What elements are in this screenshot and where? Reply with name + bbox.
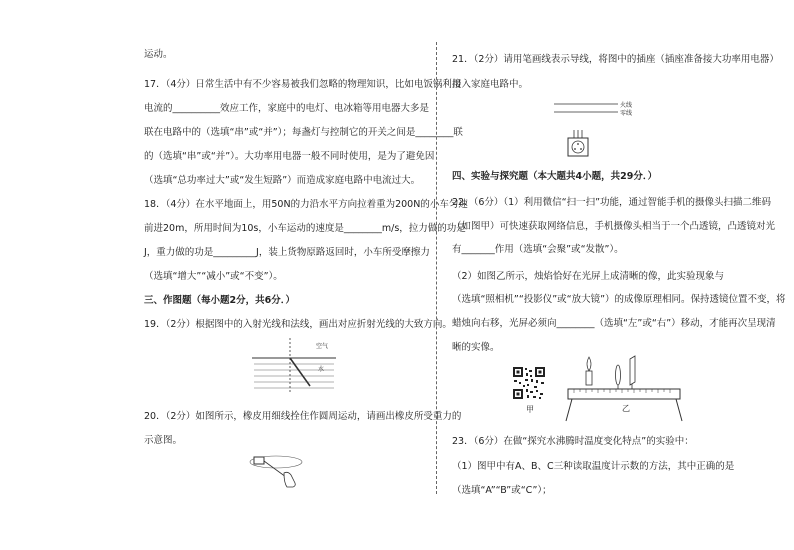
qr-code-figure <box>512 366 546 403</box>
socket-diagram <box>554 100 650 160</box>
question-19: 19．（2分）根据图中的入射光线和法线，画出对应折射光线的大致方向。 <box>144 319 452 330</box>
text-line: （选填“照相机”“投影仪”或“放大镜”）的成像原理相同。保持透镜位置不变，将 <box>452 294 786 305</box>
water-label: 水 <box>318 366 325 373</box>
text-line: （2）如图乙所示，烛焰恰好在光屏上成清晰的像，此实验现象与 <box>452 271 725 282</box>
eraser <box>254 457 264 464</box>
refraction-figure <box>252 336 336 397</box>
question-23: 23．（6分）在做“探究水沸腾时温度变化特点”的实验中： <box>452 436 694 447</box>
text-line: （选填“A”“B”或“C”）； <box>452 485 552 496</box>
candle-flame <box>587 357 591 371</box>
section-heading-4: 四、实验与探究题（本大题共4小题，共29分．） <box>452 171 658 182</box>
text-line: 有_______作用（选填“会聚”或“发散”）。 <box>452 244 624 255</box>
text-line: （如图甲）可快速获取网络信息，手机摄像头相当于一个凸透镜，凸透镜对光 <box>452 221 776 232</box>
light-screen <box>630 356 635 385</box>
hand <box>284 472 295 487</box>
question-18: 18．（4分）在水平地面上，用50N的力沿水平方向拉着重为200N的小车匀速 <box>144 199 468 210</box>
socket-figure <box>554 100 650 163</box>
candle <box>586 371 592 385</box>
text-line: （1）图甲中有A、B、C三种读取温度计示数的方法，其中正确的是 <box>452 461 735 472</box>
question-21: 21．（2分）请用笔画线表示导线，将图中的插座（插座准备接大功率用电器） <box>452 54 779 65</box>
fire-wire-label: 火线 <box>620 102 633 109</box>
text-line: 的（选填“串”或“并”）。大功率用电器一般不同时使用，是为了避免因 <box>144 151 435 162</box>
convex-lens <box>616 365 621 385</box>
air-label: 空气 <box>316 343 329 350</box>
text-line: 前进20m，所用时间为10s，小车运动的速度是________m/s，拉力做的功是 <box>144 223 466 234</box>
qr-code-image <box>512 366 546 400</box>
figure-yi-label: 乙 <box>622 404 630 413</box>
question-17: 17．（4分）日常生活中有不少容易被我们忽略的物理知识，比如电饭锅利用 <box>144 79 462 90</box>
section-heading-3: 三、作图题（每小题2分，共6分．） <box>144 295 295 306</box>
optical-bench <box>568 389 680 399</box>
text-line: 晰的实像。 <box>452 342 500 353</box>
optical-bench-figure <box>560 353 688 428</box>
text-line: （选填“总功率过大”或“发生短路”）而造成家庭电路中电流过大。 <box>144 175 421 186</box>
column-divider <box>436 42 437 494</box>
question-20: 20．（2分）如图所示，橡皮用细线拴住作圆周运动，请画出橡皮所受重力的 <box>144 411 462 422</box>
text-line: 接入家庭电路中。 <box>452 79 529 90</box>
text-line: 示意图。 <box>144 435 183 446</box>
text-line: 运动。 <box>144 49 173 60</box>
figure-jia-label: 甲 <box>526 405 534 414</box>
question-22: 22．（6分）（1）利用微信“扫一扫”功能，通过智能手机的摄像头扫描二维码 <box>452 197 772 208</box>
eraser-figure <box>244 449 308 492</box>
text-line: （选填“增大”“减小”或“不变”）。 <box>144 271 283 282</box>
text-line: J，重力做的功是_________J，装上货物原路返回时，小车所受摩擦力 <box>144 247 430 258</box>
text-line: 联在电路中的（选填“串”或“并”）；每盏灯与控制它的开关之间是________联 <box>144 127 463 138</box>
text-line: 电流的__________效应工作，家庭中的电灯、电冰箱等用电器大多是 <box>144 103 430 114</box>
refraction-diagram <box>252 336 336 394</box>
eraser-diagram <box>244 449 308 489</box>
text-line: 蜡烛向右移，光屏必须向________（选填“左”或“右”）移动，才能再次呈现清 <box>452 318 776 329</box>
neutral-wire-label: 零线 <box>620 110 633 117</box>
